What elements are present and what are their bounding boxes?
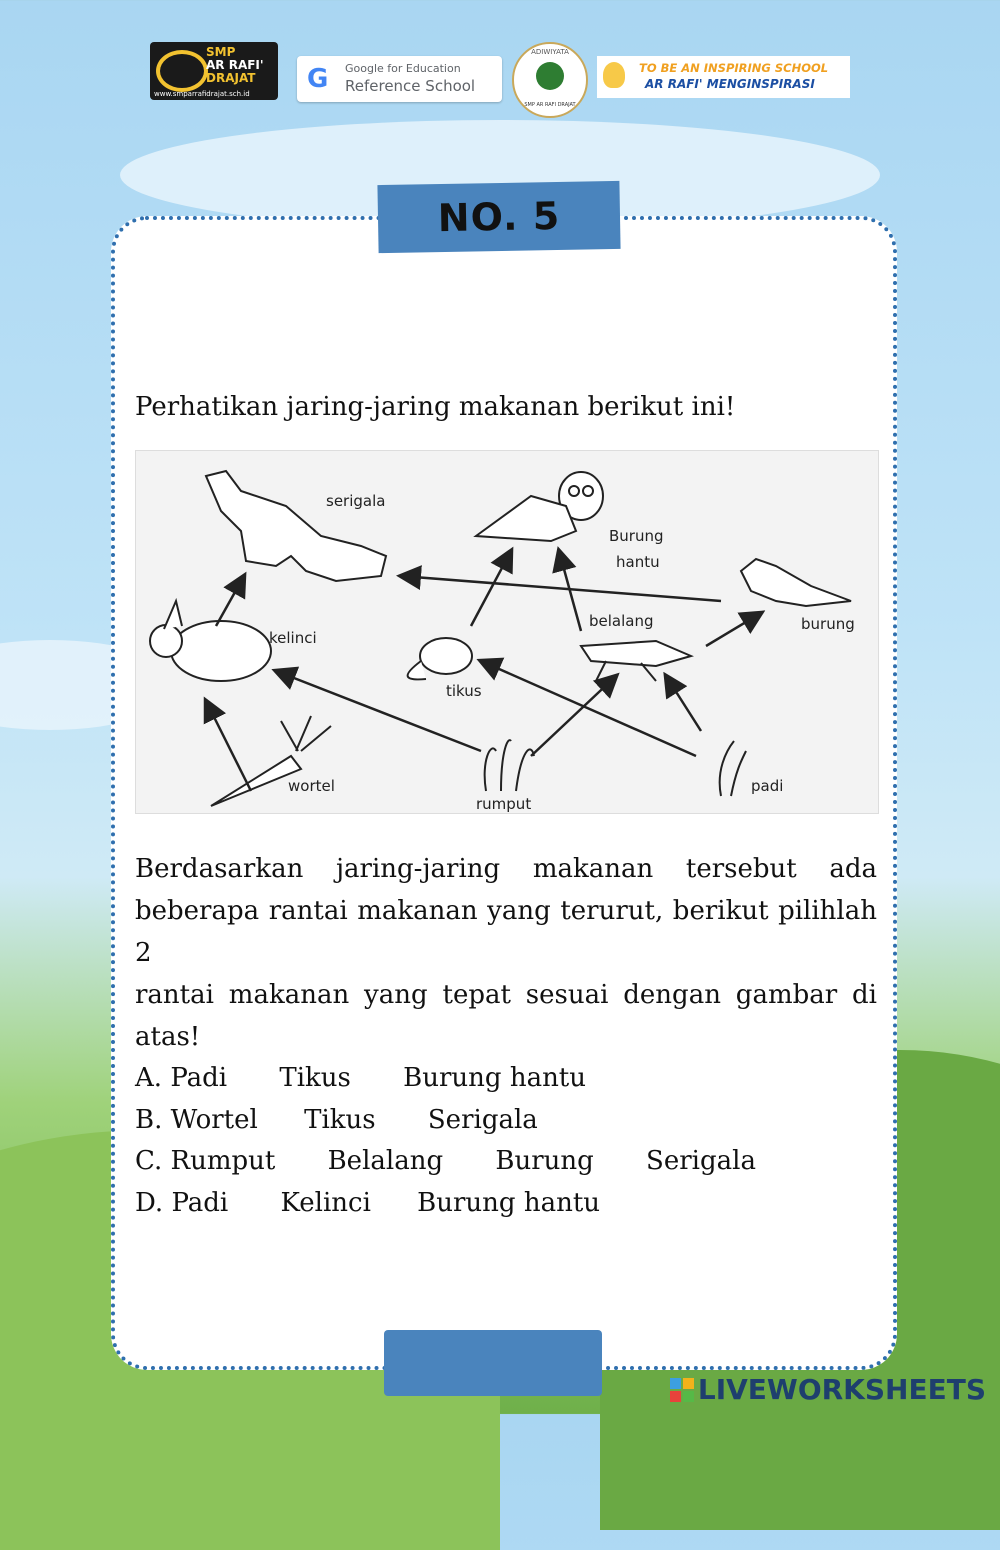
fox-icon [206,471,386,581]
smp-logo: SMP AR RAFI' DRAJAT www.smparrafidrajat.sch.id [150,42,278,100]
label-rumput: rumput [476,795,532,813]
label-burung-hantu-2: hantu [616,553,660,571]
question-content [135,392,877,1224]
energy-arrows [206,551,761,791]
liveworksheets-icon [670,1378,694,1402]
liveworksheets-brand[interactable]: LIVEWORKSHEETS [670,1373,986,1406]
food-web-diagram [136,451,878,813]
adiwiyata-logo: ADIWIYATA SMP AR RAFI DRAJAT [512,42,588,118]
answer-options [135,1058,877,1224]
tree-icon [536,62,564,90]
lightbulb-icon [603,62,625,88]
option-b[interactable]: B. Wortel Tikus Serigala [135,1104,538,1135]
mouse-icon [408,638,472,679]
option-a[interactable]: A. Padi Tikus Burung hantu [135,1063,587,1093]
google-reference-logo: G Google for Education Reference School [297,56,502,102]
label-burung-hantu-1: Burung [609,527,664,545]
label-tikus: tikus [446,682,482,700]
label-kelinci: kelinci [269,629,317,647]
rice-plant-icon [720,741,746,796]
label-serigala: serigala [326,492,386,510]
inspiring-school-logo: TO BE AN INSPIRING SCHOOL AR RAFI' MENGINSPIRASI [597,56,850,98]
smp-logo-icon [156,50,208,92]
grass-icon [485,740,534,791]
label-padi: padi [751,777,784,795]
label-wortel: wortel [288,777,335,795]
intro-text: Perhatikan jaring-jaring makanan berikut ini! [135,392,736,422]
option-c[interactable]: C. Rumput Belalang Burung Serigala [135,1146,756,1176]
food-web-figure [135,450,879,814]
option-d[interactable]: D. Padi Kelinci Burung hantu [135,1187,601,1218]
label-burung: burung [801,615,855,633]
question-number-banner [377,181,620,253]
google-icon: G [307,64,329,94]
question-text: Berdasarkan jaring-jaring makanan tersebut ada beberapa rantai makanan yang terurut, berikut pilihlah 2 rantai makanan yang tepat sesuai dengan gambar di atas! [135,854,877,1052]
question-number: NO. 5 [437,193,561,241]
bird-icon [741,559,851,606]
owl-icon [476,472,603,541]
header-logos [150,40,850,115]
rabbit-icon [150,601,271,681]
grasshopper-icon [581,641,691,681]
label-belalang: belalang [589,612,654,630]
bottom-banner [384,1330,602,1396]
